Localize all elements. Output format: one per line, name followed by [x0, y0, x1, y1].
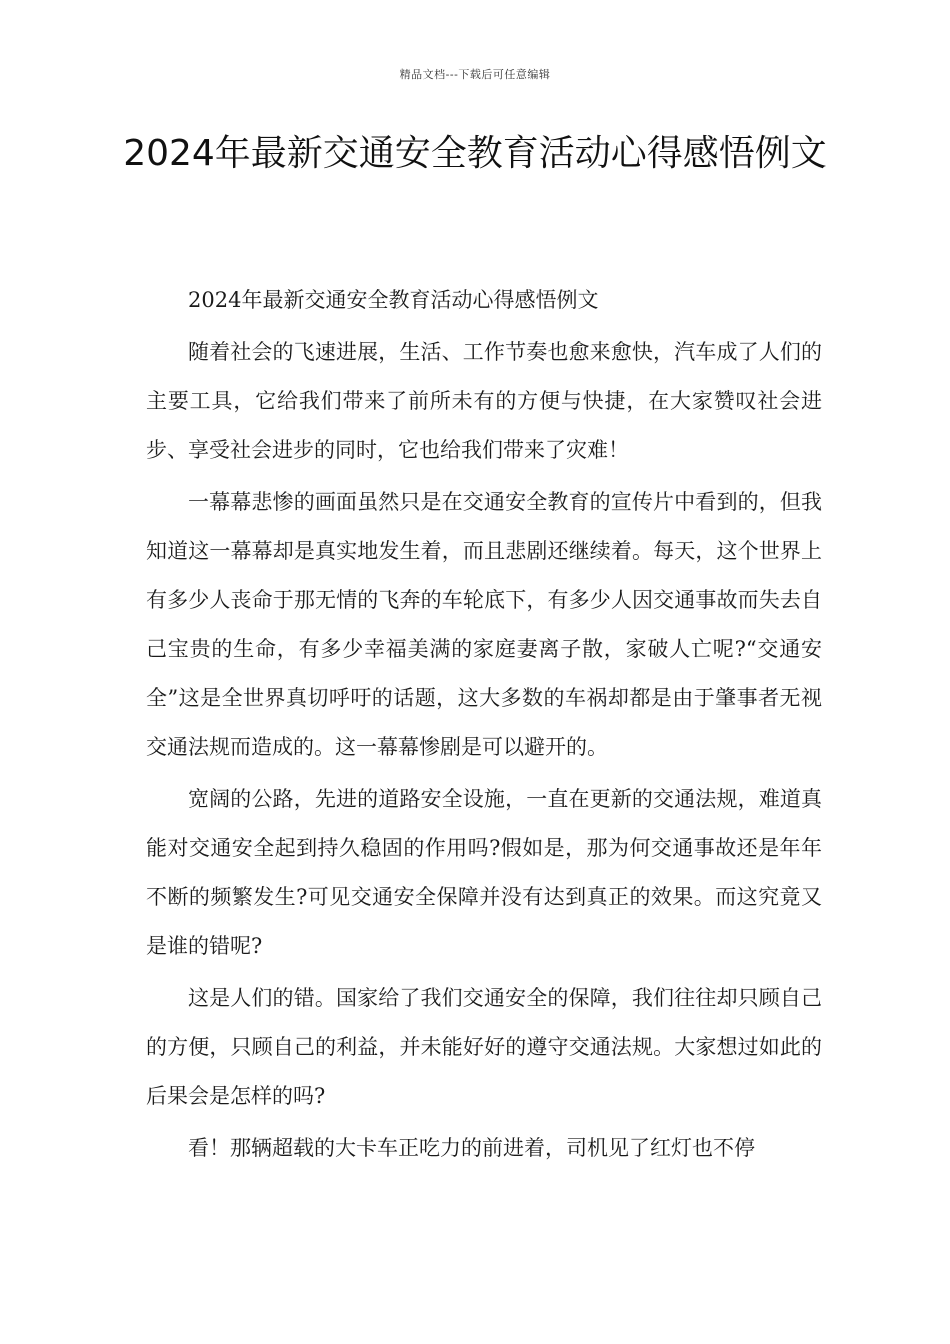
- header-note: 精品文档---下载后可任意编辑: [399, 68, 551, 81]
- paragraph: 随着社会的飞速进展，生活、工作节奏也愈来愈快，汽车成了人们的主要工具，它给我们带来了前所未有的方便与快捷，在大家赞叹社会进步、享受社会进步的同时，它也给我们带来了灾难！: [146, 340, 822, 462]
- paragraph-subtitle: 2024年最新交通安全教育活动心得感悟例文: [188, 288, 599, 312]
- paragraph: 一幕幕悲惨的画面虽然只是在交通安全教育的宣传片中看到的，但我知道这一幕幕却是真实地发生着，而且悲剧还继续着。每天，这个世界上有多少人丧命于那无情的飞奔的车轮底下，有多少人因交通事故而失去自己宝贵的生命，有多少幸福美满的家庭妻离子散，家破人亡呢?“交通安全”这是全世界真切呼吁的话题，这大多数的车祸却都是由于肇事者无视交通法规而造成的。这一幕幕惨剧是可以避开的。: [146, 490, 822, 759]
- document-title: 2024年最新交通安全教育活动心得感悟例文: [123, 133, 827, 174]
- paragraph: 这是人们的错。国家给了我们交通安全的保障，我们往往却只顾自己的方便，只顾自己的利益，并未能好好的遵守交通法规。大家想过如此的后果会是怎样的吗?: [146, 986, 822, 1108]
- document-body: [146, 276, 822, 1176]
- paragraph: 宽阔的公路，先进的道路安全设施，一直在更新的交通法规，难道真能对交通安全起到持久稳固的作用吗?假如是，那为何交通事故还是年年不断的频繁发生?可见交通安全保障并没有达到真正的效果。而这究竟又是谁的错呢?: [146, 787, 822, 958]
- paragraph: 看！那辆超载的大卡车正吃力的前进着，司机见了红灯也不停: [188, 1136, 755, 1160]
